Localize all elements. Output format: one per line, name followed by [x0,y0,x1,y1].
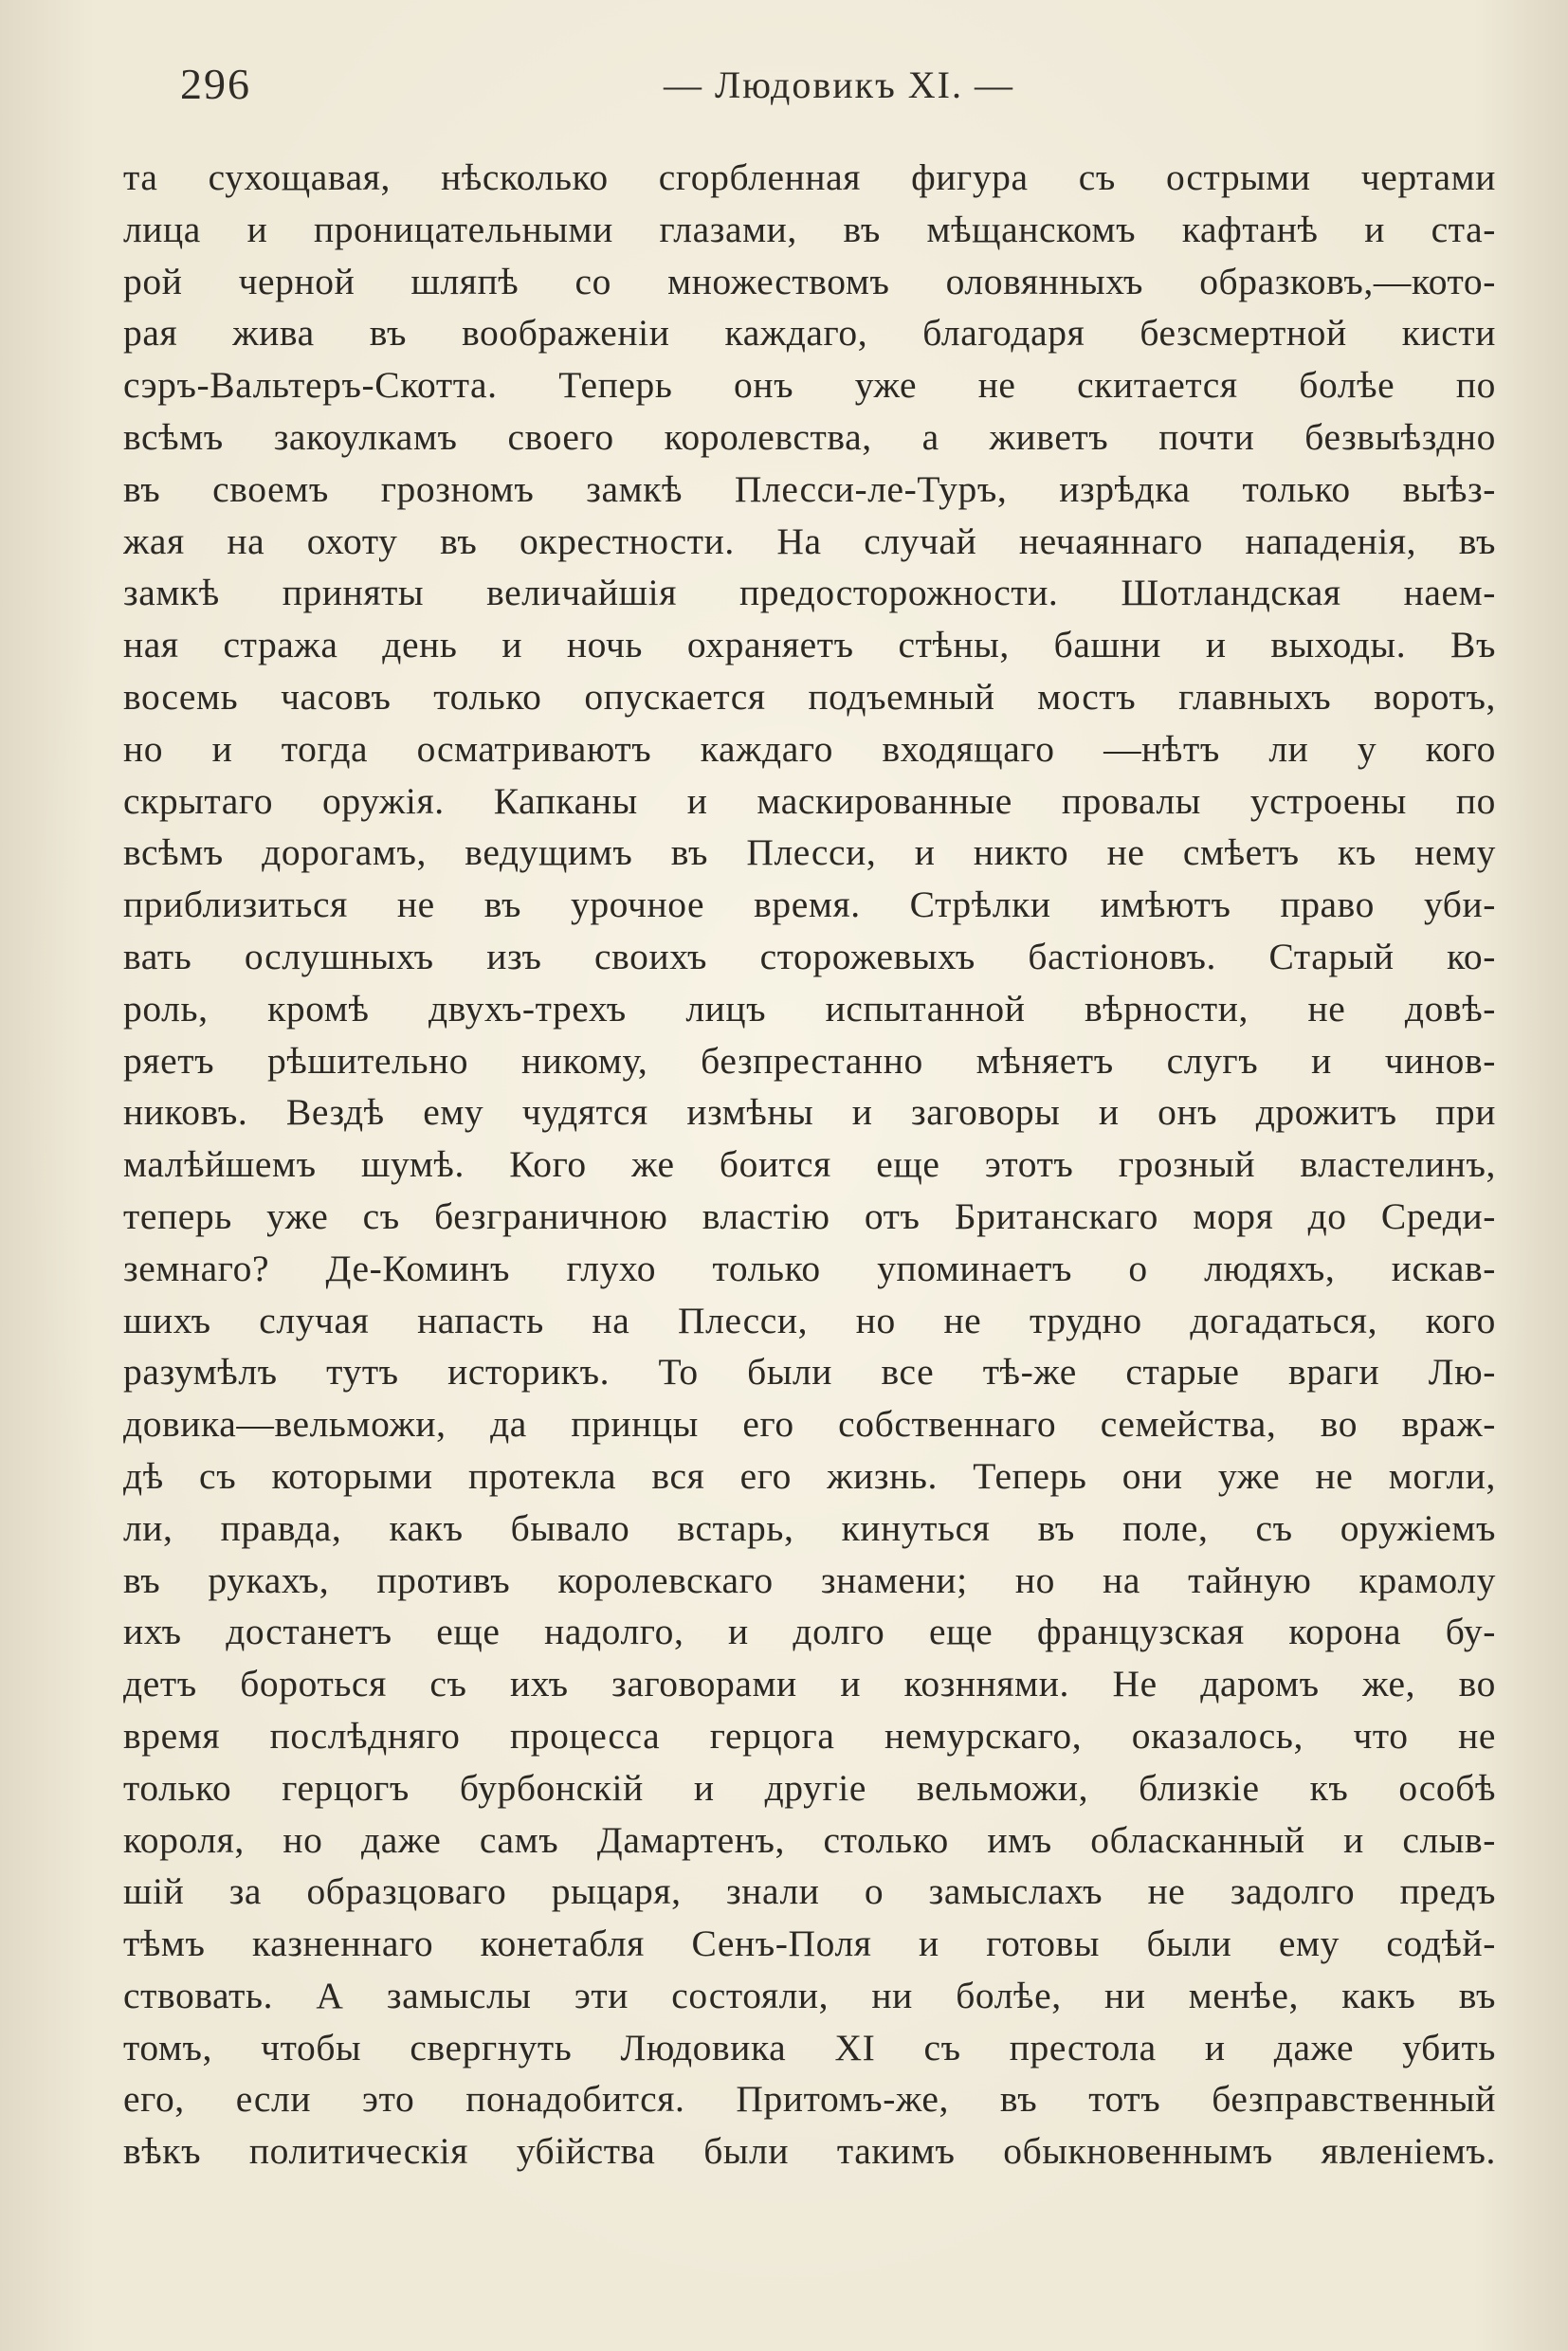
text-line: никовъ. Вездѣ ему чудятся измѣны и заговоры и онъ дрожитъ при [123,1091,1496,1134]
text-line: теперь уже съ безграничною властію отъ Британскаго моря до Среди- [123,1194,1496,1237]
text-line: ная стража день и ночь охраняетъ стѣны, башни и выходы. Въ [123,624,1496,666]
text-line: малѣйшемъ шумѣ. Кого же боится еще этотъ грозный властелинъ, [123,1143,1496,1186]
text-line: разумѣлъ тутъ историкъ. То были все тѣ-же старые враги Лю- [123,1351,1496,1394]
text-line: въ рукахъ, противъ королевскаго знамени; но на тайную крамолу [123,1558,1496,1601]
text-line: всѣмъ дорогамъ, ведущимъ въ Плесси, и никто не смѣетъ къ нему [123,831,1496,874]
text-line: рой черной шляпѣ со множествомъ оловянныхъ образковъ,—кото- [123,260,1496,302]
text-line: въ своемъ грозномъ замкѣ Плесси-ле-Туръ, изрѣдка только выѣз- [123,467,1496,510]
running-title: — Людовикъ XI. — [664,64,1014,106]
text-line: шихъ случая напасть на Плесси, но не трудно догадаться, кого [123,1299,1496,1341]
text-line: время послѣдняго процесса герцога немурскаго, оказалось, что не [123,1714,1496,1757]
text-line: жая на охоту въ окрестности. На случай нечаяннаго нападенія, въ [123,519,1496,562]
text-line: ихъ достанетъ еще надолго, и долго еще французская корона бу- [123,1611,1496,1653]
text-line: скрытаго оружія. Капканы и маскированные провалы устроены по [123,779,1496,822]
text-line: вѣкъ политическія убійства были такимъ обыкновеннымъ явленіемъ. [123,2130,1496,2173]
text-line: сэръ-Вальтеръ-Скотта. Теперь онъ уже не скитается болѣе по [123,364,1496,407]
text-line: восемь часовъ только опускается подъемный мостъ главныхъ воротъ, [123,675,1496,718]
text-line: тѣмъ казненнаго конетабля Сенъ-Поля и готовы были ему содѣй- [123,1923,1496,1965]
text-line: лица и проницательными глазами, въ мѣщанскомъ кафтанѣ и ста- [123,208,1496,250]
page-header [180,59,1498,116]
text-line: та сухощавая, нѣсколько сгорбленная фигура съ острыми чертами [123,156,1496,198]
text-line: замкѣ приняты величайшія предосторожности. Шотландская наем- [123,572,1496,614]
text-line: всѣмъ закоулкамъ своего королевства, а живетъ почти безвыѣздно [123,415,1496,458]
text-line: ли, правда, какъ бывало встарь, кинуться въ поле, съ оружіемъ [123,1506,1496,1549]
text-line: только герцогъ бурбонскій и другіе вельможи, близкіе къ особѣ [123,1766,1496,1809]
text-line: ствовать. А замыслы эти состояли, ни болѣе, ни менѣе, какъ въ [123,1974,1496,2016]
text-line: его, если это понадобится. Притомъ-же, въ тотъ безправственный [123,2078,1496,2121]
text-line: земнаго? Де-Коминъ глухо только упоминаетъ о людяхъ, искав- [123,1247,1496,1289]
body-paragraph [123,152,1496,2275]
text-line: приблизиться не въ урочное время. Стрѣлки имѣютъ право уби- [123,884,1496,926]
text-line: рая жива въ воображеніи каждаго, благодаря безсмертной кисти [123,312,1496,355]
text-line: роль, кромѣ двухъ-трехъ лицъ испытанной вѣрности, не довѣ- [123,987,1496,1030]
text-line: довика—вельможи, да принцы его собственнаго семейства, во враж- [123,1403,1496,1446]
text-line: томъ, чтобы свергнуть Людовика XI съ престола и даже убить [123,2026,1496,2069]
page-number: 296 [180,60,251,108]
text-line: короля, но даже самъ Дамартенъ, столько имъ обласканный и слыв- [123,1818,1496,1861]
text-line: дѣ съ которыми протекла вся его жизнь. Теперь они уже не могли, [123,1454,1496,1497]
text-line: детъ бороться съ ихъ заговорами и козннями. Не даромъ же, во [123,1663,1496,1705]
text-line: вать ослушныхъ изъ своихъ сторожевыхъ бастіоновъ. Старый ко- [123,935,1496,977]
text-line: шій за образцоваго рыцаря, знали о замыслахъ не задолго предъ [123,1870,1496,1913]
text-line: ряетъ рѣшительно никому, безпрестанно мѣняетъ слугъ и чинов- [123,1039,1496,1082]
text-line: но и тогда осматриваютъ каждаго входящаго —нѣтъ ли у кого [123,727,1496,770]
